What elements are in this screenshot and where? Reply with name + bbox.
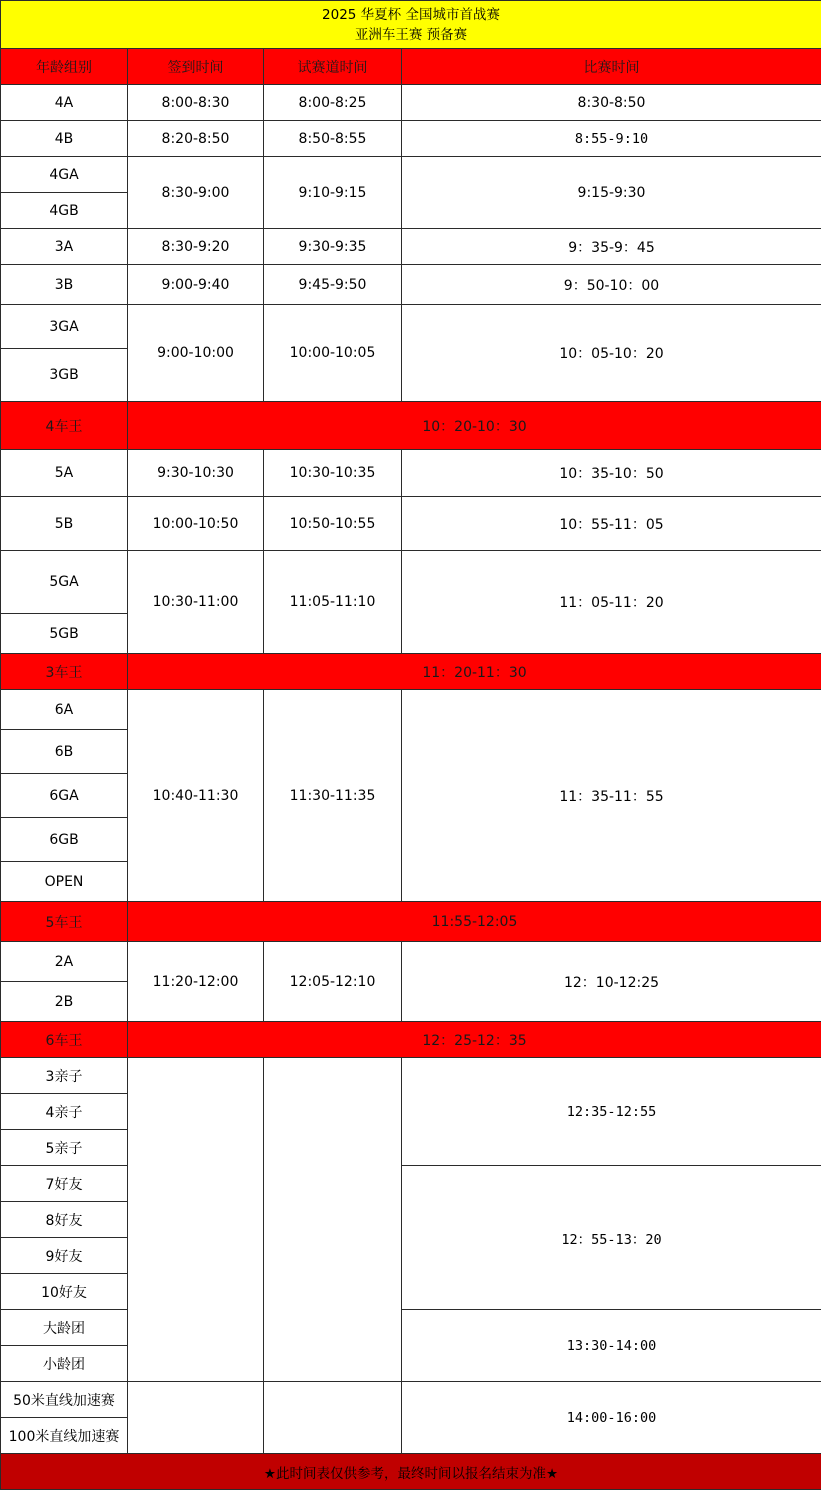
practice-cell-empty — [264, 1382, 402, 1454]
group-cell: 5B — [1, 497, 128, 551]
group-cell: 4亲子 — [1, 1094, 128, 1130]
checkin-cell: 8:30-9:00 — [128, 157, 264, 229]
practice-cell: 10:50-10:55 — [264, 497, 402, 551]
king-row — [1, 902, 821, 942]
header-checkin: 签到时间 — [128, 49, 264, 85]
practice-cell: 8:00-8:25 — [264, 85, 402, 121]
race-cell: 8:30-8:50 — [402, 85, 821, 121]
practice-cell: 9:45-9:50 — [264, 265, 402, 305]
table-row — [1, 1310, 821, 1346]
group-cell: 3GA — [1, 305, 128, 349]
group-cell: 10好友 — [1, 1274, 128, 1310]
group-cell: 6B — [1, 730, 128, 774]
checkin-cell: 11:20-12:00 — [128, 942, 264, 1022]
race-cell: 10：05-10：20 — [402, 305, 821, 402]
group-cell: 100米直线加速赛 — [1, 1418, 128, 1454]
table-row — [1, 450, 821, 497]
practice-cell: 10:30-10:35 — [264, 450, 402, 497]
table-title — [1, 1, 821, 49]
checkin-cell: 10:40-11:30 — [128, 690, 264, 902]
race-cell: 9：50-10：00 — [402, 265, 821, 305]
table-row — [1, 1166, 821, 1202]
table-row — [1, 85, 821, 121]
king-label: 4车王 — [1, 402, 128, 450]
group-cell: 50米直线加速赛 — [1, 1382, 128, 1418]
table-row — [1, 265, 821, 305]
checkin-cell-empty — [128, 1382, 264, 1454]
checkin-cell: 8:30-9:20 — [128, 229, 264, 265]
king-row — [1, 654, 821, 690]
race-cell: 10：35-10：50 — [402, 450, 821, 497]
table-row — [1, 497, 821, 551]
checkin-cell: 10:00-10:50 — [128, 497, 264, 551]
checkin-cell-empty — [128, 1058, 264, 1382]
group-cell: 5A — [1, 450, 128, 497]
race-cell: 14:00-16:00 — [402, 1382, 821, 1454]
group-cell: 4GA — [1, 157, 128, 193]
king-time: 11：20-11：30 — [128, 654, 821, 690]
title-line-2: 亚洲车王赛 预备赛 — [354, 26, 468, 43]
table-row — [1, 157, 821, 193]
title-line-1: 2025 华夏杯 全国城市首战赛 — [322, 6, 500, 23]
group-cell: 小龄团 — [1, 1346, 128, 1382]
group-cell: 8好友 — [1, 1202, 128, 1238]
checkin-cell: 9:00-10:00 — [128, 305, 264, 402]
race-cell: 10：55-11：05 — [402, 497, 821, 551]
table-row — [1, 121, 821, 157]
practice-cell: 9:30-9:35 — [264, 229, 402, 265]
king-label: 5车王 — [1, 902, 128, 942]
race-cell: 8:55-9:10 — [402, 121, 821, 157]
race-cell: 11：05-11：20 — [402, 551, 821, 654]
group-cell: 3亲子 — [1, 1058, 128, 1094]
footer-row — [1, 1454, 821, 1490]
table-row — [1, 551, 821, 614]
group-cell: 3A — [1, 229, 128, 265]
group-cell: 9好友 — [1, 1238, 128, 1274]
group-cell: 4B — [1, 121, 128, 157]
header-row — [1, 49, 821, 85]
race-cell: 12：55-13：20 — [402, 1166, 821, 1310]
checkin-cell: 8:00-8:30 — [128, 85, 264, 121]
group-cell: 4A — [1, 85, 128, 121]
king-time: 11:55-12:05 — [128, 902, 821, 942]
practice-cell: 9:10-9:15 — [264, 157, 402, 229]
race-cell: 9：35-9：45 — [402, 229, 821, 265]
race-cell: 9:15-9:30 — [402, 157, 821, 229]
table-row — [1, 942, 821, 982]
group-cell: 6GB — [1, 818, 128, 862]
race-cell: 11：35-11：55 — [402, 690, 821, 902]
race-cell: 12:35-12:55 — [402, 1058, 821, 1166]
table-row — [1, 1058, 821, 1094]
king-label: 6车王 — [1, 1022, 128, 1058]
race-cell: 12：10-12:25 — [402, 942, 821, 1022]
table-row — [1, 305, 821, 349]
table-row — [1, 690, 821, 730]
header-practice: 试赛道时间 — [264, 49, 402, 85]
group-cell: 6A — [1, 690, 128, 730]
group-cell: 2A — [1, 942, 128, 982]
king-label: 3车王 — [1, 654, 128, 690]
group-cell: 5亲子 — [1, 1130, 128, 1166]
race-cell: 13:30-14:00 — [402, 1310, 821, 1382]
checkin-cell: 8:20-8:50 — [128, 121, 264, 157]
king-row — [1, 1022, 821, 1058]
group-cell: 7好友 — [1, 1166, 128, 1202]
group-cell: 3GB — [1, 349, 128, 402]
practice-cell: 11:05-11:10 — [264, 551, 402, 654]
group-cell: 4GB — [1, 193, 128, 229]
practice-cell-empty — [264, 1058, 402, 1382]
footer-note: ★此时间表仅供参考，最终时间以报名结束为准★ — [1, 1454, 821, 1490]
table-row — [1, 1382, 821, 1418]
practice-cell: 10:00-10:05 — [264, 305, 402, 402]
checkin-cell: 9:30-10:30 — [128, 450, 264, 497]
king-row — [1, 402, 821, 450]
group-cell: 5GB — [1, 614, 128, 654]
group-cell: 大龄团 — [1, 1310, 128, 1346]
header-race: 比赛时间 — [402, 49, 821, 85]
group-cell: 5GA — [1, 551, 128, 614]
header-group: 年龄组别 — [1, 49, 128, 85]
group-cell: 3B — [1, 265, 128, 305]
practice-cell: 12:05-12:10 — [264, 942, 402, 1022]
king-time: 10：20-10：30 — [128, 402, 821, 450]
group-cell: 6GA — [1, 774, 128, 818]
practice-cell: 11:30-11:35 — [264, 690, 402, 902]
group-cell: 2B — [1, 982, 128, 1022]
king-time: 12：25-12：35 — [128, 1022, 821, 1058]
checkin-cell: 10:30-11:00 — [128, 551, 264, 654]
table-row — [1, 229, 821, 265]
checkin-cell: 9:00-9:40 — [128, 265, 264, 305]
practice-cell: 8:50-8:55 — [264, 121, 402, 157]
group-cell: OPEN — [1, 862, 128, 902]
